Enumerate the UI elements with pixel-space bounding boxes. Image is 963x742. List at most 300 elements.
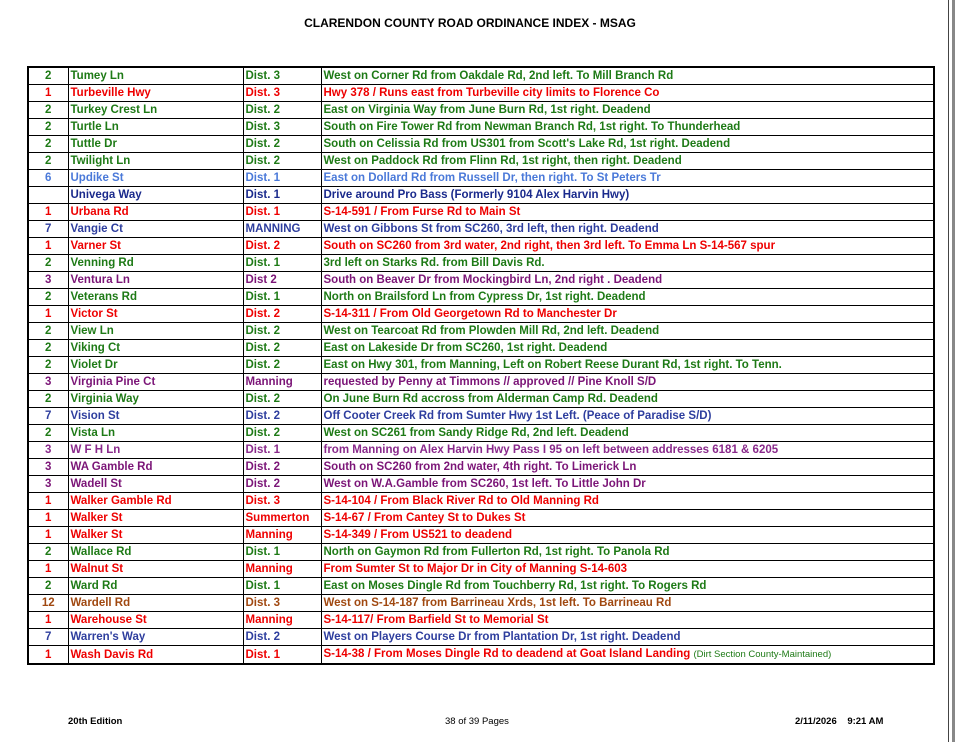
row-number-text: 1	[45, 206, 52, 218]
district-text: Dist. 1	[245, 291, 281, 303]
table-row	[28, 408, 934, 425]
directions	[321, 170, 934, 187]
district	[243, 527, 321, 544]
row-number-text: 2	[45, 138, 52, 150]
road-name-text: Warren's Way	[70, 631, 146, 643]
table-row	[28, 323, 934, 340]
road-name-text: View Ln	[70, 325, 114, 337]
road-name-text: Turbeville Hwy	[70, 87, 151, 99]
table-row	[28, 374, 934, 391]
district-text: MANNING	[245, 223, 301, 235]
row-number	[28, 374, 68, 391]
directions-text: S-14-591 / From Furse Rd to Main St	[323, 206, 521, 218]
district	[243, 340, 321, 357]
district-text: Dist. 1	[245, 648, 281, 661]
district-text: Dist. 2	[245, 359, 281, 371]
footer-page-count: 38 of 39 Pages	[445, 716, 509, 727]
district-text: Dist. 2	[245, 631, 281, 643]
road-name	[68, 612, 243, 629]
road-name	[68, 136, 243, 153]
district-text: Dist. 2	[245, 308, 281, 320]
district	[243, 646, 321, 665]
road-name-text: Univega Way	[70, 189, 142, 201]
directions	[321, 527, 934, 544]
table-row	[28, 153, 934, 170]
road-name	[68, 425, 243, 442]
table-row	[28, 187, 934, 204]
row-number	[28, 153, 68, 170]
directions	[321, 67, 934, 85]
road-name	[68, 272, 243, 289]
row-number	[28, 408, 68, 425]
table-row	[28, 102, 934, 119]
district-text: Dist. 1	[245, 172, 281, 184]
road-name	[68, 527, 243, 544]
table-row	[28, 170, 934, 187]
district-text: Dist. 3	[245, 597, 281, 609]
district	[243, 170, 321, 187]
district	[243, 323, 321, 340]
footer-time: 9:21 AM	[847, 716, 884, 727]
table-row	[28, 629, 934, 646]
district	[243, 289, 321, 306]
district-text: Dist. 3	[245, 70, 281, 82]
road-name-text: WA Gamble Rd	[70, 461, 153, 473]
directions	[321, 340, 934, 357]
district	[243, 510, 321, 527]
row-number-text: 1	[45, 308, 52, 320]
table-row	[28, 136, 934, 153]
district	[243, 425, 321, 442]
district	[243, 595, 321, 612]
road-name	[68, 646, 243, 665]
directions-text: South on SC260 from 2nd water, 4th right. To Limerick Ln	[323, 461, 637, 473]
directions	[321, 136, 934, 153]
directions-text: West on SC261 from Sandy Ridge Rd, 2nd left. Deadend	[323, 427, 629, 439]
row-number	[28, 102, 68, 119]
table-row	[28, 67, 934, 85]
directions	[321, 289, 934, 306]
table-row	[28, 544, 934, 561]
road-name	[68, 67, 243, 85]
district-text: Dist. 1	[245, 580, 281, 592]
road-name	[68, 255, 243, 272]
directions	[321, 374, 934, 391]
road-index-table	[27, 66, 935, 665]
row-number-text: 2	[45, 546, 52, 558]
district	[243, 153, 321, 170]
directions	[321, 595, 934, 612]
row-number	[28, 527, 68, 544]
district	[243, 561, 321, 578]
road-name-text: Walnut St	[70, 563, 124, 575]
road-name-text: Varner St	[70, 240, 121, 252]
directions-text: North on Brailsford Ln from Cypress Dr, 1st right. Deadend	[323, 291, 646, 303]
directions-text: West on Gibbons St from SC260, 3rd left, then right. Deadend	[323, 223, 659, 235]
road-name	[68, 238, 243, 255]
district	[243, 102, 321, 119]
directions-text: Drive around Pro Bass (Formerly 9104 Alex Harvin Hwy)	[323, 189, 630, 201]
row-number	[28, 119, 68, 136]
page-edge-line	[948, 0, 949, 742]
directions-text: West on Corner Rd from Oakdale Rd, 2nd left. To Mill Branch Rd	[323, 70, 674, 82]
table-row	[28, 391, 934, 408]
row-number-text: 6	[45, 172, 52, 184]
row-number-text: 2	[45, 427, 52, 439]
row-number-text: 1	[45, 495, 52, 507]
directions-text: S-14-117/ From Barfield St to Memorial St	[323, 614, 549, 626]
road-name-text: Wallace Rd	[70, 546, 132, 558]
row-number	[28, 493, 68, 510]
district	[243, 442, 321, 459]
table-row	[28, 493, 934, 510]
row-number	[28, 238, 68, 255]
road-name-text: Vangie Ct	[70, 223, 123, 235]
district-text: Dist. 2	[245, 427, 281, 439]
row-number-text: 2	[45, 342, 52, 354]
table-row	[28, 510, 934, 527]
row-number-text: 2	[45, 393, 52, 405]
table-row	[28, 221, 934, 238]
road-name-text: Walker St	[70, 529, 123, 541]
directions	[321, 238, 934, 255]
road-name	[68, 153, 243, 170]
road-name-text: Tuttle Dr	[70, 138, 117, 150]
row-number	[28, 425, 68, 442]
directions-text: South on Beaver Dr from Mockingbird Ln, 2nd right . Deadend	[323, 274, 663, 286]
directions-text: S-14-311 / From Old Georgetown Rd to Manchester Dr	[323, 308, 617, 320]
road-name	[68, 561, 243, 578]
district	[243, 612, 321, 629]
district-text: Dist. 1	[245, 206, 281, 218]
row-number-text: 7	[45, 631, 52, 643]
district-text: Dist. 2	[245, 461, 281, 473]
row-number	[28, 323, 68, 340]
table-row	[28, 595, 934, 612]
directions	[321, 306, 934, 323]
road-name	[68, 102, 243, 119]
directions-text: East on Hwy 301, from Manning, Left on Robert Reese Durant Rd, 1st right. To Tenn.	[323, 359, 782, 371]
road-name-text: Viking Ct	[70, 342, 121, 354]
row-number-text: 2	[45, 291, 52, 303]
row-number-text: 2	[45, 70, 52, 82]
row-number	[28, 561, 68, 578]
district	[243, 221, 321, 238]
table-row	[28, 476, 934, 493]
road-name-text: Turtle Ln	[70, 121, 119, 133]
road-name	[68, 374, 243, 391]
road-name-text: Victor St	[70, 308, 118, 320]
directions-text: West on Tearcoat Rd from Plowden Mill Rd, 2nd left. Deadend	[323, 325, 660, 337]
row-number-text: 3	[45, 376, 52, 388]
directions	[321, 442, 934, 459]
directions	[321, 221, 934, 238]
table-row	[28, 357, 934, 374]
directions	[321, 391, 934, 408]
district	[243, 85, 321, 102]
row-number-text: 1	[45, 87, 52, 99]
row-number-text: 3	[45, 478, 52, 490]
directions-text: West on Paddock Rd from Flinn Rd, 1st right, then right. Deadend	[323, 155, 682, 167]
directions-text: S-14-67 / From Cantey St to Dukes St	[323, 512, 526, 524]
road-name-text: Twilight Ln	[70, 155, 131, 167]
directions	[321, 255, 934, 272]
row-number	[28, 612, 68, 629]
directions	[321, 85, 934, 102]
directions-text: from Manning on Alex Harvin Hwy Pass I 95 on left between addresses 6181 & 6205	[323, 444, 779, 456]
table-row	[28, 612, 934, 629]
row-number-text: 3	[45, 461, 52, 473]
directions-text: From Sumter St to Major Dr in City of Manning S-14-603	[323, 563, 628, 575]
district-text: Summerton	[245, 512, 310, 524]
road-name	[68, 578, 243, 595]
road-name	[68, 442, 243, 459]
directions	[321, 476, 934, 493]
district-text: Dist. 2	[245, 104, 281, 116]
district-text: Dist. 2	[245, 138, 281, 150]
table-row	[28, 527, 934, 544]
road-name	[68, 221, 243, 238]
road-name	[68, 357, 243, 374]
row-number	[28, 595, 68, 612]
district	[243, 493, 321, 510]
district-text: Dist. 3	[245, 121, 281, 133]
directions	[321, 323, 934, 340]
directions	[321, 272, 934, 289]
district	[243, 408, 321, 425]
directions-text: S-14-349 / From US521 to deadend	[323, 529, 513, 541]
road-name	[68, 629, 243, 646]
row-number-text: 3	[45, 274, 52, 286]
district-text: Manning	[245, 563, 293, 575]
row-number	[28, 306, 68, 323]
row-number	[28, 272, 68, 289]
directions-text: East on Lakeside Dr from SC260, 1st right. Deadend	[323, 342, 608, 354]
road-name	[68, 391, 243, 408]
directions-text: Off Cooter Creek Rd from Sumter Hwy 1st Left. (Peace of Paradise S/D)	[323, 410, 712, 422]
road-name-text: Vision St	[70, 410, 120, 422]
road-name	[68, 119, 243, 136]
road-name	[68, 476, 243, 493]
directions-note: (Dirt Section County-Maintained)	[693, 649, 832, 660]
table-row	[28, 442, 934, 459]
road-name	[68, 459, 243, 476]
road-name-text: Updike St	[70, 172, 124, 184]
road-name	[68, 306, 243, 323]
table-row	[28, 561, 934, 578]
directions-text: South on SC260 from 3rd water, 2nd right, then 3rd left. To Emma Ln S-14-567 spur	[323, 240, 776, 252]
road-name-text: Wadell St	[70, 478, 122, 490]
district-text: Dist. 2	[245, 393, 281, 405]
district-text: Dist. 2	[245, 478, 281, 490]
road-name-text: Warehouse St	[70, 614, 147, 626]
district-text: Manning	[245, 529, 293, 541]
district	[243, 578, 321, 595]
directions	[321, 459, 934, 476]
table-row	[28, 289, 934, 306]
district	[243, 544, 321, 561]
road-index-body	[28, 67, 934, 664]
row-number-text: 2	[45, 155, 52, 167]
directions	[321, 408, 934, 425]
road-name-text: Wash Davis Rd	[70, 648, 154, 661]
directions	[321, 357, 934, 374]
road-name-text: Violet Dr	[70, 359, 118, 371]
directions	[321, 119, 934, 136]
row-number	[28, 204, 68, 221]
page-edge-shadow	[952, 0, 955, 742]
directions	[321, 561, 934, 578]
row-number	[28, 459, 68, 476]
table-row	[28, 459, 934, 476]
directions	[321, 187, 934, 204]
district	[243, 255, 321, 272]
road-name	[68, 187, 243, 204]
directions	[321, 153, 934, 170]
row-number	[28, 289, 68, 306]
district-text: Dist. 1	[245, 546, 281, 558]
directions	[321, 544, 934, 561]
row-number	[28, 629, 68, 646]
footer-timestamp	[795, 716, 883, 727]
directions-text: North on Gaymon Rd from Fullerton Rd, 1st right. To Panola Rd	[323, 546, 670, 558]
district-text: Dist. 3	[245, 87, 281, 99]
row-number	[28, 442, 68, 459]
road-name-text: Wardell Rd	[70, 597, 131, 609]
row-number	[28, 67, 68, 85]
directions-text: East on Moses Dingle Rd from Touchberry Rd, 1st right. To Rogers Rd	[323, 580, 707, 592]
row-number-text: 2	[45, 121, 52, 133]
directions	[321, 425, 934, 442]
district-text: Dist. 2	[245, 155, 281, 167]
road-name	[68, 544, 243, 561]
directions	[321, 204, 934, 221]
directions-text: S-14-104 / From Black River Rd to Old Manning Rd	[323, 495, 599, 507]
road-name	[68, 204, 243, 221]
directions-text: East on Virginia Way from June Burn Rd, 1st right. Deadend	[323, 104, 651, 116]
district	[243, 459, 321, 476]
district	[243, 187, 321, 204]
district	[243, 476, 321, 493]
directions-text: West on S-14-187 from Barrineau Xrds, 1st left. To Barrineau Rd	[323, 597, 672, 609]
district-text: Manning	[245, 614, 293, 626]
district	[243, 238, 321, 255]
row-number-text: 2	[45, 325, 52, 337]
road-name-text: Tumey Ln	[70, 70, 124, 82]
row-number-text: 7	[45, 410, 52, 422]
row-number-text: 1	[45, 512, 52, 524]
row-number	[28, 340, 68, 357]
table-row	[28, 204, 934, 221]
road-name-text: Turkey Crest Ln	[70, 104, 158, 116]
district	[243, 357, 321, 374]
district-text: Dist. 2	[245, 410, 281, 422]
road-name	[68, 289, 243, 306]
table-row	[28, 578, 934, 595]
row-number	[28, 510, 68, 527]
directions-text: 3rd left on Starks Rd. from Bill Davis Rd.	[323, 257, 545, 269]
road-name-text: Venning Rd	[70, 257, 134, 269]
row-number-text: 12	[41, 597, 55, 609]
row-number	[28, 476, 68, 493]
district-text: Dist. 2	[245, 240, 281, 252]
row-number	[28, 578, 68, 595]
directions-text: West on Players Course Dr from Plantation Dr, 1st right. Deadend	[323, 631, 681, 643]
district	[243, 67, 321, 85]
road-name-text: Walker St	[70, 512, 123, 524]
district-text: Dist. 1	[245, 444, 281, 456]
road-name-text: Vista Ln	[70, 427, 116, 439]
road-name-text: Virginia Pine Ct	[70, 376, 156, 388]
road-name-text: Urbana Rd	[70, 206, 129, 218]
directions-text: On June Burn Rd accross from Alderman Camp Rd. Deadend	[323, 393, 658, 405]
row-number-text: 2	[45, 104, 52, 116]
row-number-text: 2	[45, 359, 52, 371]
row-number	[28, 221, 68, 238]
directions-text: South on Celissia Rd from US301 from Scott's Lake Rd, 1st right. Deadend	[323, 138, 731, 150]
directions	[321, 646, 934, 665]
footer-edition: 20th Edition	[68, 716, 123, 727]
road-name	[68, 85, 243, 102]
directions-text: Hwy 378 / Runs east from Turbeville city limits to Florence Co	[323, 87, 660, 99]
row-number-text: 1	[45, 563, 52, 575]
district-text: Dist. 2	[245, 325, 281, 337]
row-number-text: 1	[45, 529, 52, 541]
table-row	[28, 85, 934, 102]
table-row	[28, 238, 934, 255]
district	[243, 204, 321, 221]
row-number	[28, 170, 68, 187]
table-row	[28, 425, 934, 442]
road-name-text: Veterans Rd	[70, 291, 137, 303]
road-name	[68, 323, 243, 340]
table-row	[28, 306, 934, 323]
road-name-text: Ward Rd	[70, 580, 118, 592]
directions-text: S-14-38 / From Moses Dingle Rd to deadend at Goat Island Landing	[323, 648, 691, 660]
district	[243, 272, 321, 289]
district	[243, 119, 321, 136]
row-number	[28, 136, 68, 153]
row-number-text: 2	[45, 257, 52, 269]
row-number	[28, 85, 68, 102]
road-name	[68, 408, 243, 425]
district-text: Dist. 1	[245, 189, 281, 201]
road-name-text: W F H Ln	[70, 444, 121, 456]
row-number	[28, 255, 68, 272]
row-number-text: 2	[45, 580, 52, 592]
directions	[321, 493, 934, 510]
directions-text: South on Fire Tower Rd from Newman Branch Rd, 1st right. To Thunderhead	[323, 121, 741, 133]
district	[243, 629, 321, 646]
row-number-text: 1	[45, 614, 52, 626]
row-number-text: 1	[45, 240, 52, 252]
directions-text: East on Dollard Rd from Russell Dr, then right. To St Peters Tr	[323, 172, 661, 184]
district	[243, 391, 321, 408]
table-row	[28, 340, 934, 357]
row-number	[28, 391, 68, 408]
table-row	[28, 255, 934, 272]
row-number-text: 7	[45, 223, 52, 235]
road-name-text: Ventura Ln	[70, 274, 130, 286]
district-text: Manning	[245, 376, 293, 388]
table-row	[28, 119, 934, 136]
district-text: Dist. 1	[245, 257, 281, 269]
road-name	[68, 493, 243, 510]
row-number	[28, 357, 68, 374]
district	[243, 374, 321, 391]
district	[243, 136, 321, 153]
district-text: Dist. 2	[245, 342, 281, 354]
